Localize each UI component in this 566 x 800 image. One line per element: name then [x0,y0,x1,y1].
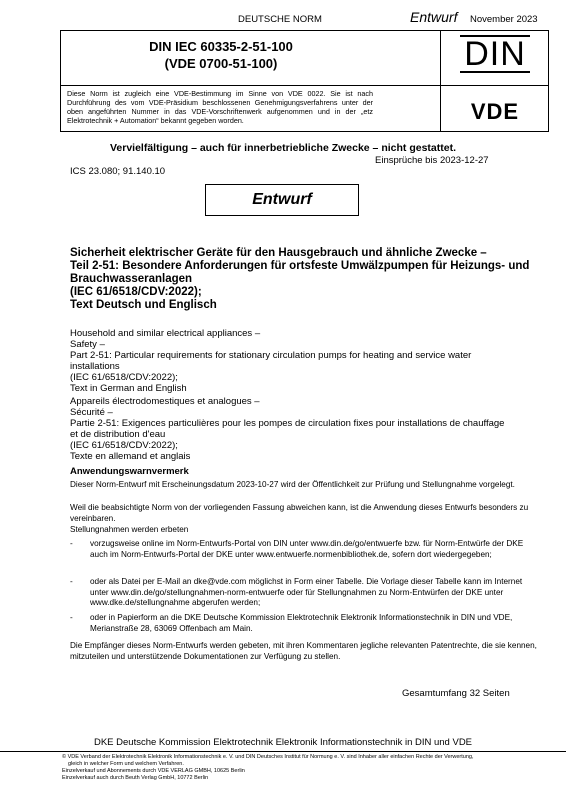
din-number: DIN IEC 60335-2-51-100 [149,39,293,54]
title-en-line: Household and similar electrical appliances – [70,328,261,339]
standard-title [61,31,381,85]
title-en-line: installations [70,361,120,372]
list-item-text: oder als Datei per E-Mail an dke@vde.com möglichst in Form einer Tabelle. Die Vorlage dieser Tabelle kann im Internet unter www.din.de/go/stellungnahmen-norm-entwuerfe oder für Stellungnahmen zu Norm-Entwürfen der DKE unter www.dke.de/stellungnahme abgerufen werden; [90,577,523,607]
warning-paragraph-3: Stellungnahmen werden erbeten [70,525,189,534]
total-pages: Gesamtumfang 32 Seiten [402,688,510,699]
box-divider-h2 [440,85,548,86]
title-german [70,247,540,312]
header-norm-label: DEUTSCHE NORM [238,14,322,25]
footer-divider [0,751,566,752]
title-de-line: Sicherheit elektrischer Geräte für den Hausgebrauch und ähnliche Zwecke – [70,247,487,259]
title-fr-line: (IEC 61/6518/CDV:2022); [70,440,178,451]
ics-codes: ICS 23.080; 91.140.10 [70,166,166,177]
title-french [70,396,540,462]
header-entwurf: Entwurf [410,9,458,25]
einsprueche-date: Einsprüche bis 2023-12-27 [375,155,489,166]
warning-heading: Anwendungswarnvermerk [70,466,189,477]
title-de-line: Brauchwasseranlagen [70,273,193,285]
title-de-line: Teil 2-51: Besondere Anforderungen für ortsfeste Umwälzpumpen für Heizungs- und [70,260,530,272]
title-en-line: Text in German and English [70,383,187,394]
title-en-line: (IEC 61/6518/CDV:2022); [70,372,178,383]
list-item-text: oder in Papierform an die DKE Deutsche Kommission Elektrotechnik Elektronik Informationstechnik in DIN und VDE, Merianstraße 28, 63069 Offenbach am Main. [90,613,513,633]
title-fr-line: Texte en allemand et anglais [70,451,191,462]
vde-notice: Diese Norm ist zugleich eine VDE-Bestimmung im Sinne von VDE 0022. Sie ist nach Durchführung des vom VDE-Präsidium beschlossenen Genehmigungsverfahrens unter der oben angeführten Nummer in das VDE-Vorschriftenwerk aufgenommen und in der „etz Elektrotechnik + Automation“ bekannt gegeben worden. [67,89,373,125]
list-dash: - [70,577,73,586]
title-fr-line: Partie 2-51: Exigences particulières pour les pompes de circulation fixes pour installations de chauffage [70,418,505,429]
title-fr-line: Sécurité – [70,407,113,418]
title-fr-line: Appareils électrodomestiques et analogues – [70,396,260,407]
warning-paragraph-2: Weil die beabsichtigte Norm von der vorliegenden Fassung abweichen kann, ist die Anwendung dieses Entwurfs besonders zu vereinbaren. [70,503,529,523]
warning-paragraph-1: Dieser Norm-Entwurf mit Erscheinungsdatum 2023-10-27 wird der Öffentlichkeit zur Prüfung und Stellungnahme vorgelegt. [70,480,515,489]
list-item-text: vorzugsweise online im Norm-Entwurfs-Portal von DIN unter www.din.de/go/entwuerfe bzw. für Norm-Entwürfe der DKE auch im Norm-Entwurfs-Portal der DKE unter www.entwuerfe.normenbibliothek.de, sofern dort wiedergegeben; [90,539,524,559]
footer-line: © VDE Verband der Elektrotechnik Elektronik Informationstechnik e. V. und DIN Deutsches Institut für Normung e. V. sind Inhaber aller einfachen Rechte der Verwertung, [62,754,474,760]
footer-line: gleich in welcher Form und welchem Verfahren. [68,761,184,767]
title-de-line: Text Deutsch und Englisch [70,299,217,311]
vde-logo: VDE [470,99,520,124]
box-divider [440,31,441,131]
standard-box [60,30,549,132]
vde-number: (VDE 0700-51-100) [164,56,278,71]
reproduction-notice: Vervielfältigung – auch für innerbetriebliche Zwecke – nicht gestattet. [109,142,456,154]
list-dash: - [70,539,73,548]
footer [62,754,562,782]
header-date: November 2023 [470,14,538,25]
title-en-line: Safety – [70,339,105,350]
footer-line: Einzelverkauf und Abonnements durch VDE VERLAG GMBH, 10625 Berlin [62,768,245,774]
list-dash: - [70,613,73,622]
title-de-line: (IEC 61/6518/CDV:2022); [70,286,202,298]
dke-line: DKE Deutsche Kommission Elektrotechnik Elektronik Informationstechnik in DIN und VDE [93,737,473,748]
din-logo-text: DIN [460,35,530,73]
box-divider-h [61,85,440,86]
footer-line: Einzelverkauf auch durch Beuth Verlag GmbH, 10772 Berlin [62,775,209,781]
title-english [70,328,540,394]
title-fr-line: et de distribution d'eau [70,429,166,440]
din-logo [455,35,535,79]
title-en-line: Part 2-51: Particular requirements for stationary circulation pumps for heating and service water [70,350,472,361]
entwurf-box: Entwurf [205,184,359,216]
warning-paragraph-4: Die Empfänger dieses Norm-Entwurfs werden gebeten, mit ihren Kommentaren jegliche relevanten Patentrechte, die sie kennen, mitzuteilen und unterstützende Dokumentationen zur Verfügung zu stellen. [70,641,537,661]
